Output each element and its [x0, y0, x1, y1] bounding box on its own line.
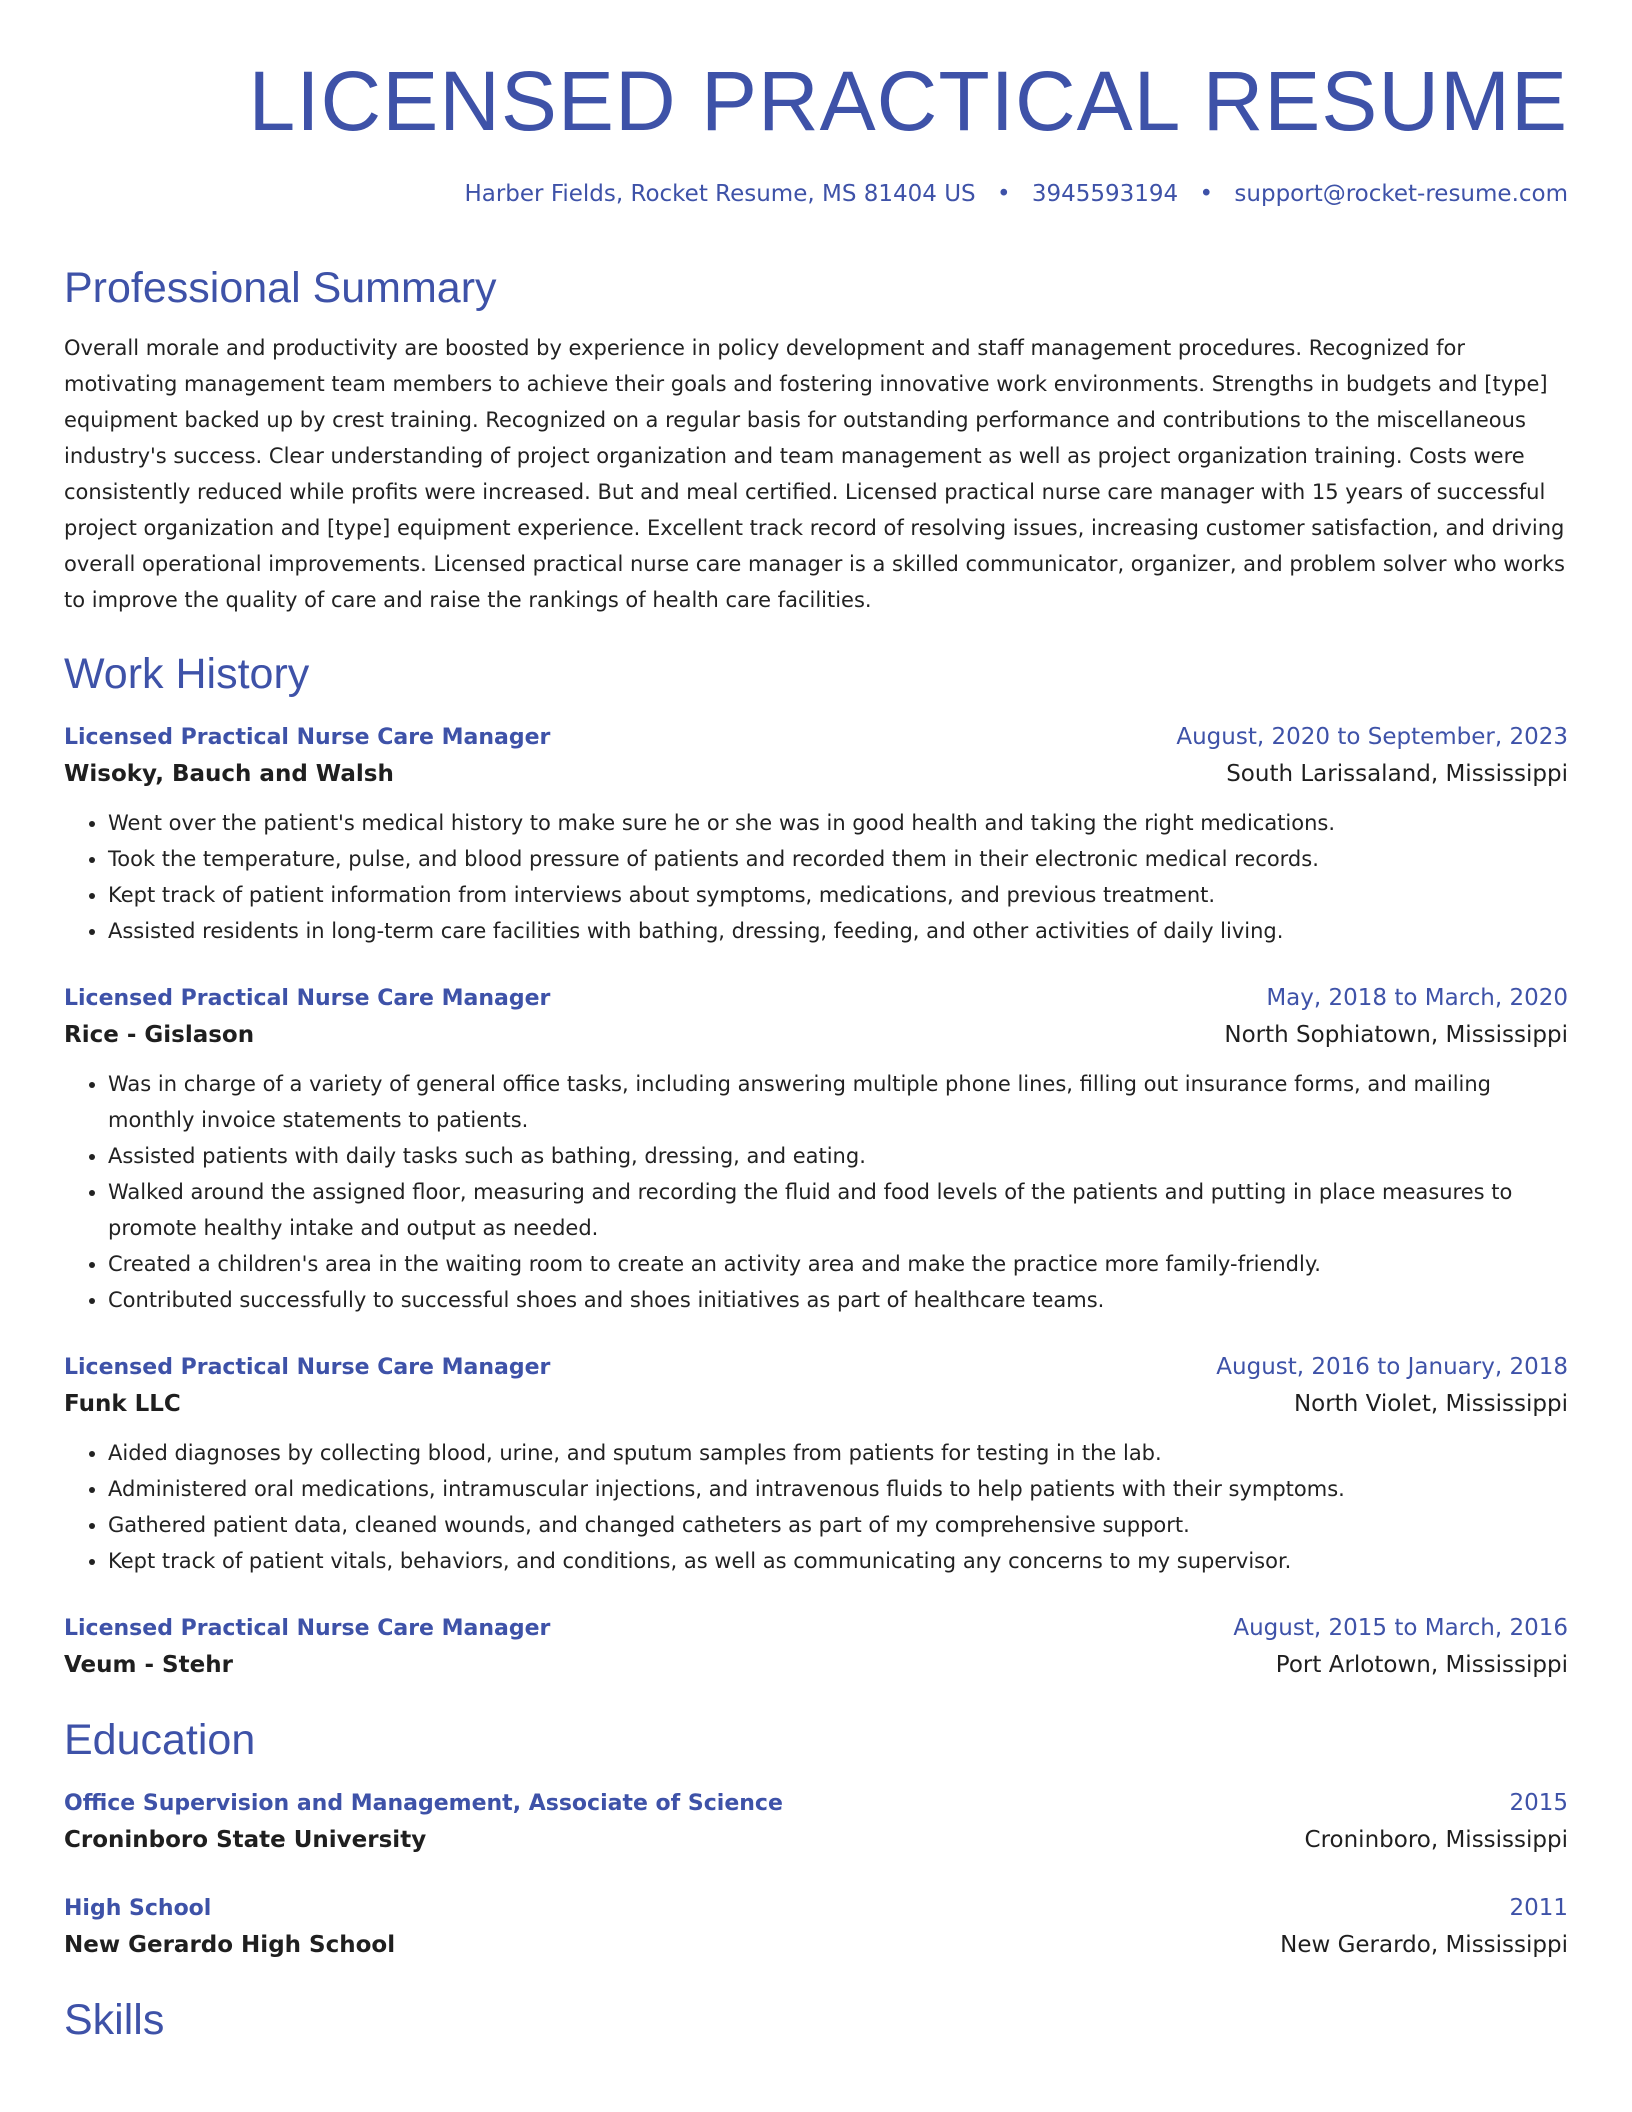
job-bullet: • Kept track of patient vitals, behaviors, and conditions, as well as communicating any concerns to my supervisor.	[108, 1543, 1568, 1579]
job-bullet: • Aided diagnoses by collecting blood, urine, and sputum samples from patients for testing in the lab.	[108, 1435, 1568, 1471]
contact-separator: •	[996, 181, 1011, 207]
job-role: Licensed Practical Nurse Care Manager	[64, 1616, 551, 1641]
education-location: Croninboro, Mississippi	[1304, 1827, 1568, 1853]
job-bullets	[64, 1066, 1568, 1318]
job-company: Veum - Stehr	[64, 1652, 233, 1678]
job-entry	[64, 1611, 1568, 1684]
job-role: Licensed Practical Nurse Care Manager	[64, 725, 551, 750]
contact-phone: 3945593194	[1031, 181, 1179, 207]
summary-heading: Professional Summary	[64, 264, 497, 312]
job-role: Licensed Practical Nurse Care Manager	[64, 986, 551, 1011]
education-degree: High School	[64, 1896, 212, 1921]
education-heading: Education	[64, 1716, 256, 1764]
job-bullet: • Assisted residents in long-term care facilities with bathing, dressing, feeding, and other activities of daily living.	[108, 913, 1568, 949]
job-dates: August, 2015 to March, 2016	[1233, 1615, 1568, 1641]
contact-email: support@rocket-resume.com	[1234, 181, 1568, 207]
job-bullet: • Walked around the assigned floor, measuring and recording the fluid and food levels of the patients and putting in place measures to promote healthy intake and output as needed.	[108, 1174, 1568, 1246]
education-entry	[64, 1891, 1568, 1964]
job-location: South Larissaland, Mississippi	[1226, 761, 1568, 787]
education-year: 2011	[1509, 1895, 1568, 1921]
job-location: Port Arlotown, Mississippi	[1275, 1652, 1568, 1678]
contact-address: Harber Fields, Rocket Resume, MS 81404 US	[464, 181, 976, 207]
job-location: North Violet, Mississippi	[1293, 1391, 1568, 1417]
contact-separator: •	[1199, 181, 1214, 207]
job-role: Licensed Practical Nurse Care Manager	[64, 1355, 551, 1380]
job-dates: August, 2020 to September, 2023	[1176, 724, 1568, 750]
education-entry	[64, 1786, 1568, 1859]
job-dates: August, 2016 to January, 2018	[1216, 1354, 1568, 1380]
job-bullet: • Was in charge of a variety of general office tasks, including answering multiple phone lines, filling out insurance forms, and mailing monthly invoice statements to patients.	[108, 1066, 1568, 1138]
job-bullet: • Took the temperature, pulse, and blood pressure of patients and recorded them in their electronic medical records.	[108, 841, 1568, 877]
job-bullet: • Gathered patient data, cleaned wounds, and changed catheters as part of my comprehensive support.	[108, 1507, 1568, 1543]
job-bullet: • Assisted patients with daily tasks such as bathing, dressing, and eating.	[108, 1138, 1568, 1174]
job-bullets	[64, 1435, 1568, 1579]
education-location: New Gerardo, Mississippi	[1280, 1932, 1568, 1958]
job-bullets	[64, 805, 1568, 949]
job-bullet: • Went over the patient's medical history to make sure he or she was in good health and taking the right medications.	[108, 805, 1568, 841]
job-entry	[64, 1350, 1568, 1579]
job-bullet: • Administered oral medications, intramuscular injections, and intravenous fluids to help patients with their symptoms.	[108, 1471, 1568, 1507]
education-year: 2015	[1509, 1790, 1568, 1816]
job-entry	[64, 981, 1568, 1318]
skills-heading: Skills	[64, 1996, 165, 2044]
job-bullet: • Kept track of patient information from interviews about symptoms, medications, and previous treatment.	[108, 877, 1568, 913]
education-school: Croninboro State University	[64, 1827, 427, 1853]
contact-line	[64, 178, 1568, 210]
summary-text: Overall morale and productivity are boosted by experience in policy development and staff management procedures. Recognized for motivating management team members to achieve their goals and fostering innovative work environments. Strengths in budgets and [type] equipment backed up by crest training. Recognized on a regular basis for outstanding performance and contributions to the miscellaneous industry's success. Clear understanding of project organization and team management as well as project organization training. Costs were consistently reduced while profits were increased. But and meal certified. Licensed practical nurse care manager with 15 years of successful project organization and [type] equipment experience. Excellent track record of resolving issues, increasing customer satisfaction, and driving overall operational improvements. Licensed practical nurse care manager is a skilled communicator, organizer, and problem solver who works to improve the quality of care and raise the rankings of health care facilities.	[64, 336, 1565, 612]
work-history-heading: Work History	[64, 650, 310, 698]
job-company: Wisoky, Bauch and Walsh	[64, 761, 394, 787]
job-location: North Sophiatown, Mississippi	[1224, 1022, 1568, 1048]
job-bullet: • Contributed successfully to successful shoes and shoes initiatives as part of healthcare teams.	[108, 1282, 1568, 1318]
job-company: Rice - Gislason	[64, 1022, 255, 1048]
job-entry	[64, 720, 1568, 949]
job-dates: May, 2018 to March, 2020	[1266, 985, 1568, 1011]
resume-title: LICENSED PRACTICAL RESUME	[248, 54, 1568, 148]
job-bullet: • Created a children's area in the waiting room to create an activity area and make the practice more family-friendly.	[108, 1246, 1568, 1282]
education-school: New Gerardo High School	[64, 1932, 396, 1958]
education-degree: Office Supervision and Management, Associate of Science	[64, 1791, 783, 1816]
job-company: Funk LLC	[64, 1391, 181, 1417]
